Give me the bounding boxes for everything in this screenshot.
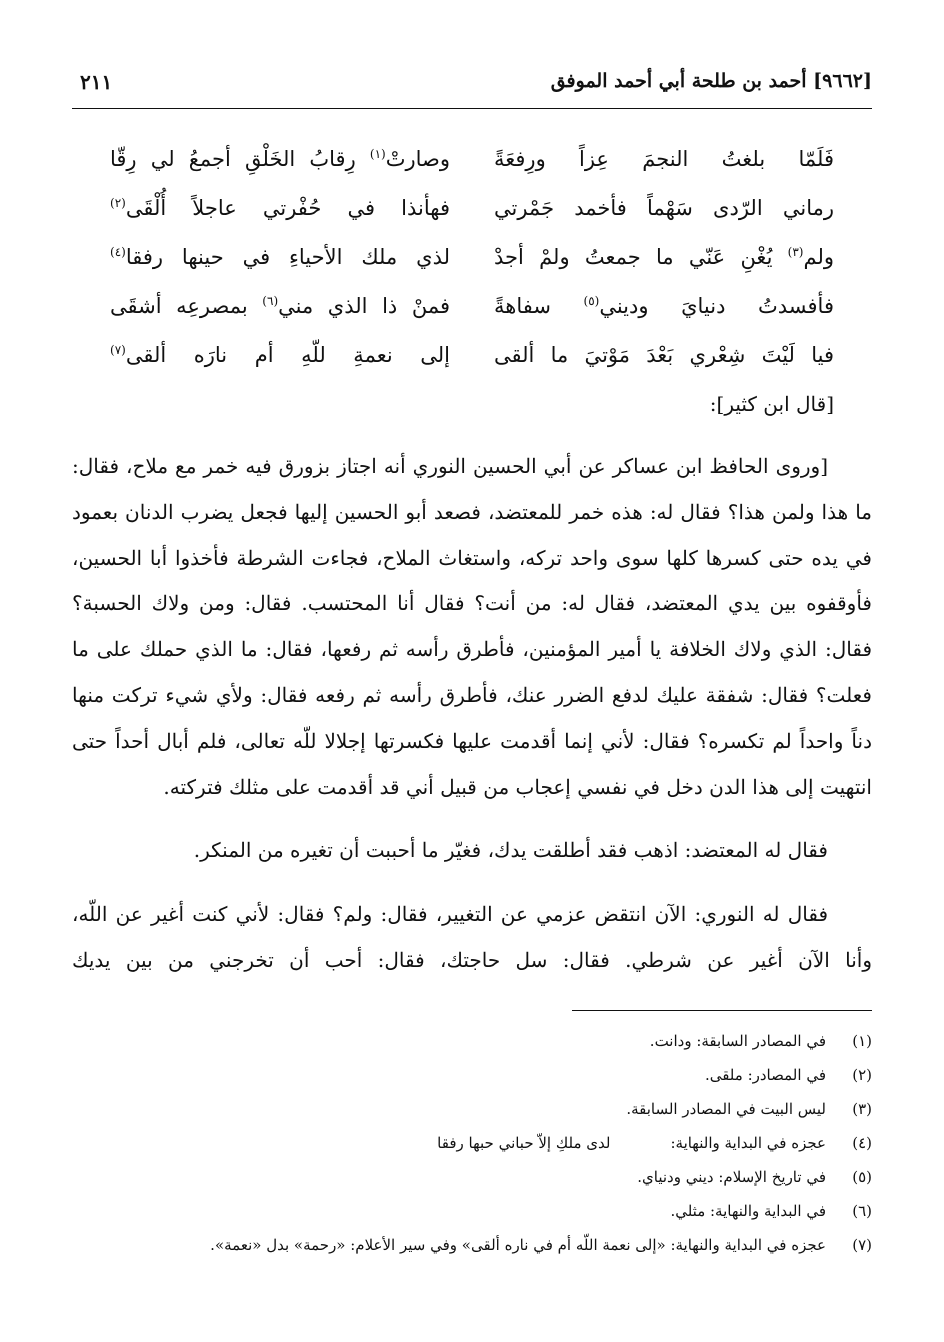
poem [110, 134, 834, 379]
footnote-text: في تاريخ الإسلام: ديني ودنياي. [637, 1168, 826, 1186]
footnote-text: عجزه في البداية والنهاية: [670, 1134, 826, 1152]
verse-second-hemistich: فمنْ ذا الذي مني$^{(٦)}$ بمصرعِه أشقَى [110, 293, 450, 318]
footnote-text: في البداية والنهاية: مثلي. [670, 1202, 826, 1220]
footnote [72, 1092, 872, 1126]
footnote-text: عجزه في البداية والنهاية: «إلى نعمة اللّه أم في ناره ألقى» وفي سير الأعلام: «رحمة» بدل «نعمة». [210, 1236, 826, 1254]
verse-second-hemistich: لذي ملك الأحياءِ في حينها رفقا$^{(٤)}$ [110, 244, 450, 269]
verse-line [110, 232, 834, 281]
footnote-number: (٥) [852, 1168, 872, 1186]
body-text [72, 444, 872, 984]
paragraph: [وروى الحافظ ابن عساكر عن أبي الحسين النوري أنه اجتاز بزورق فيه خمر مع ملاح، فقال: ما هذا ولمن هذا؟ فقال له: هذه خمر للمعتضد، فصعد أبو الحسين إليها فجعل يضرب الدنان بعمود في يده حتى كسرها كلها سوى واحد تركه، واستغاث الملاح، فجاءت الشرطة فأخذوا أبا الحسين، فأوقفوه بين يدي المعتضد، فقال له: من أنت؟ فقال أنا المحتسب. فقال: ومن ولاك الحسبة؟ فقال: الذي ولاك الخلافة يا أمير المؤمنين، فأطرق رأسه ثم رفعها، فقال: ما الذي حملك على ما فعلت؟ فقال: شفقة عليك لدفع الضرر عنك، فأطرق رأسه ثم رفعه فقال: ولأي شيء تركت منها دناً واحداً لم تكسره؟ فقال: لأني إنما أقدمت عليها فكسرتها إجلالا للّه تعالى، فلم أبال أحداً حتى انتهيت إلى هذا الدن دخل في نفسي إعجاب من قبيل أني قد أقدمت على مثلك فتركته. [72, 454, 872, 799]
footnote-number: (١) [852, 1032, 872, 1050]
footnote-verse: لدى ملكِ إلاّ حباني حبها رفقا [437, 1134, 611, 1152]
verse-second-hemistich: إلى نعمةِ للّهِ أم نارَه ألقى$^{(٧)}$ [110, 342, 450, 367]
footnote-number: (٣) [852, 1100, 872, 1118]
footnote [72, 1160, 872, 1194]
footnote-ref: (٢) [110, 195, 126, 210]
footnote [72, 1228, 872, 1262]
footnote [72, 1058, 872, 1092]
verse-line [110, 134, 834, 183]
footnotes [72, 1024, 872, 1262]
footnote-ref: (٦) [262, 293, 279, 308]
running-title: [٩٦٦٢] أحمد بن طلحة أبي أحمد الموفق [550, 70, 872, 92]
footnote-text: في المصادر السابقة: ودانت. [649, 1032, 826, 1050]
page-number: ٢١١ [80, 70, 113, 94]
footnote-text: في المصادر: ملقى. [704, 1066, 826, 1084]
footnote-number: (٢) [852, 1066, 872, 1084]
paragraph-gap [72, 810, 872, 828]
footnote-divider [572, 1010, 872, 1011]
verse-first-hemistich: ولم$^{(٣)}$ يُغْنِ عَنّي ما جمعتُ ولمْ أجدْ [494, 244, 834, 269]
footnote-ref: (٤) [110, 244, 126, 259]
paragraph: فقال له النوري: الآن انتقض عزمي عن التغيير، فقال: ولم؟ فقال: لأني كنت أغير عن اللّه، وأنا الآن أغير عن شرطي. فقال: سل حاجتك، فقال: أحب أن تخرجني من بين يديك [72, 902, 872, 972]
paragraph-gap [72, 874, 872, 892]
footnote-ref: (١) [369, 146, 386, 161]
paragraph: فقال له المعتضد: اذهب فقد أطلقت يدك، فغيّر ما أحببت أن تغيره من المنكر. [193, 838, 828, 863]
page-header [72, 70, 872, 106]
verse-line [110, 281, 834, 330]
verse-first-hemistich: فأفسدتُ دنيايَ وديني$^{(٥)}$ سفاهةً [494, 293, 834, 318]
footnote [72, 1126, 872, 1160]
verse-first-hemistich: فيا لَيْتَ شِعْري بَعْدَ مَوْتيَ ما ألقى [494, 342, 834, 367]
verse-first-hemistich: فَلَمّا بلغتُ النجمَ عِزاً ورِفعَةً [494, 146, 834, 171]
header-divider [72, 108, 872, 109]
footnote-number: (٤) [852, 1134, 872, 1152]
footnote [72, 1194, 872, 1228]
verse-first-hemistich: رماني الرّدى سَهْماً فأخمد جَمْرتي [494, 195, 834, 220]
section-heading: [قال ابن كثير]: [709, 392, 834, 416]
footnote-ref: (٥) [583, 293, 600, 308]
footnote-text: ليس البيت في المصادر السابقة. [626, 1100, 826, 1118]
verse-line [110, 183, 834, 232]
footnote [72, 1024, 872, 1058]
footnote-number: (٦) [852, 1202, 872, 1220]
footnote-ref: (٣) [787, 244, 804, 259]
footnote-ref: (٧) [110, 342, 126, 357]
verse-second-hemistich: فهأنذا في حُفْرتي عاجلاً أُلْقَى$^{(٢)}$ [110, 195, 450, 220]
footnote-number: (٧) [852, 1236, 872, 1254]
verse-second-hemistich: وصارتْ$^{(١)}$ رِقابُ الخَلْقِ أجمعُ لي رِقّا [110, 146, 450, 171]
verse-line [110, 330, 834, 379]
